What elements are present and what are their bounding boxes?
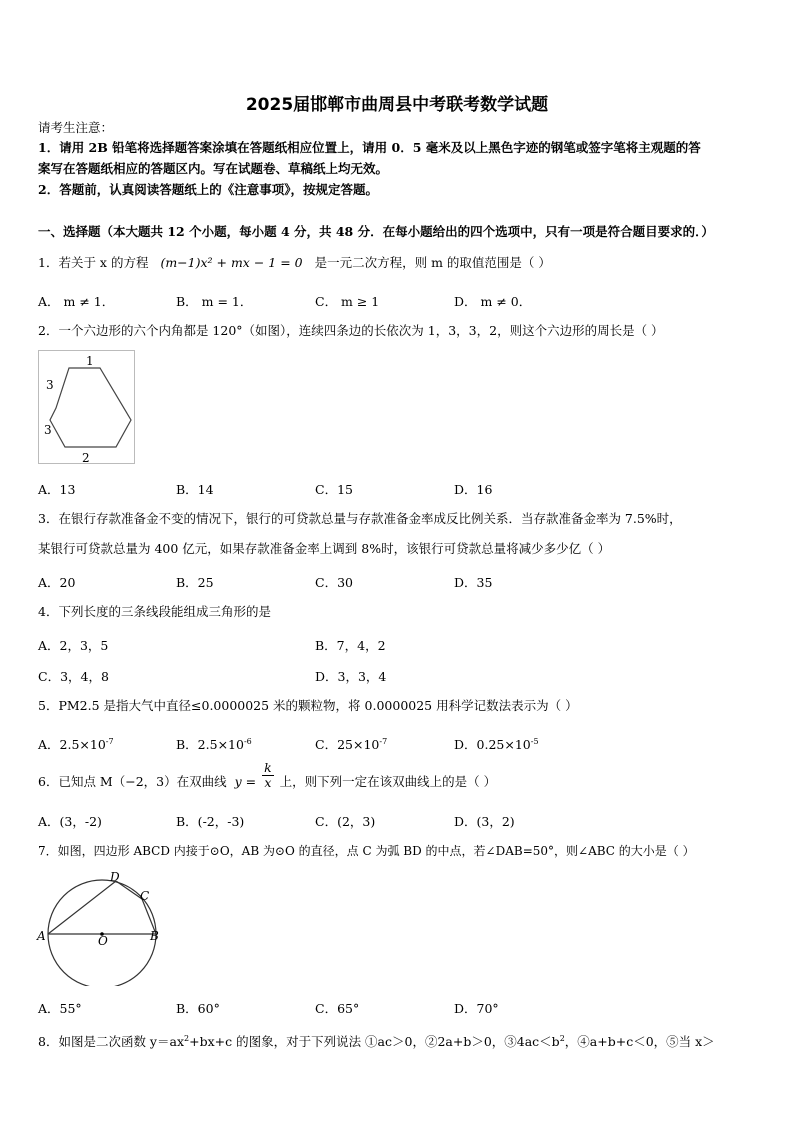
q8-sup2: 2: [559, 1034, 565, 1043]
hexagon-label-top: 1: [86, 354, 94, 368]
q5-option-c[interactable]: [315, 735, 387, 753]
q6-numerator: k: [264, 760, 272, 775]
notice-item-1b: 案写在答题纸相应的答题区内。写在试题卷、草稿纸上均无效。: [38, 161, 389, 176]
q2-option-b[interactable]: B．14: [176, 482, 214, 497]
label-b: B: [150, 929, 159, 943]
q3-option-c[interactable]: C．30: [315, 575, 353, 590]
page-title: 2025届邯郸市曲周县中考联考数学试题: [245, 95, 549, 115]
hexagon-label-lower-left: 3: [44, 423, 52, 437]
notice-item-2: 2．答题前，认真阅读答题纸上的《注意事项》，按规定答题。: [38, 182, 378, 197]
q8-pre: 8．如图是二次函数 y＝ax: [38, 1034, 184, 1050]
q1-pre: 1．若关于 x 的方程: [38, 255, 149, 270]
q6-denominator: x: [264, 775, 272, 790]
notice-heading: 请考生注意：: [38, 120, 114, 135]
q6-fraction: [262, 761, 274, 790]
question-5: 5．PM2.5 是指大气中直径≤0.0000025 米的颗粒物，将 0.0000025 用科学记数法表示为（ ）: [38, 698, 578, 713]
q5-a-exp: -7: [105, 736, 114, 746]
q5-option-d[interactable]: [454, 735, 539, 753]
q2-option-a[interactable]: A．13: [38, 482, 76, 497]
q3-option-d[interactable]: D．35: [454, 575, 493, 590]
hexagon-label-bottom: 2: [82, 451, 90, 465]
q5-d-base: D．0.25×10: [454, 737, 531, 752]
question-4: 4．下列长度的三条线段能组成三角形的是: [38, 604, 271, 619]
q7-option-b[interactable]: B．60°: [176, 1001, 220, 1016]
circle-figure: [34, 868, 164, 986]
q8-sup: 2: [184, 1034, 190, 1043]
q2-option-d[interactable]: D．16: [454, 482, 493, 497]
q1-post: 是一元二次方程，则 m 的取值范围是（ ）: [314, 255, 551, 270]
label-c: C: [140, 889, 150, 903]
q6-pre: 6．已知点 M（−2，3）在双曲线: [38, 774, 227, 789]
question-1: [38, 255, 551, 271]
q6-post: 上，则下列一定在该双曲线上的是（ ）: [279, 774, 497, 789]
question-8: [38, 1031, 715, 1050]
q4-option-b[interactable]: B．7，4，2: [315, 638, 386, 653]
q6-option-b[interactable]: B．(-2，-3): [176, 814, 245, 829]
hexagon-label-upper-left: 3: [46, 378, 54, 392]
q1-option-d[interactable]: D． m ≠ 0．: [454, 294, 532, 309]
q6-option-a[interactable]: A．(3，-2): [38, 814, 102, 829]
q6-eq-lhs: y =: [234, 774, 257, 789]
q5-c-exp: -7: [379, 736, 388, 746]
question-2: 2．一个六边形的六个内角都是 120°（如图），连续四条边的长依次为 1，3，3，2，则这个六边形的周长是（ ）: [38, 323, 664, 338]
q6-option-c[interactable]: C．(2，3): [315, 814, 376, 829]
chord-ad: [48, 881, 116, 934]
q4-option-c[interactable]: C．3，4，8: [38, 669, 109, 684]
q3-option-b[interactable]: B．25: [176, 575, 214, 590]
q1-option-a[interactable]: A． m ≠ 1．: [38, 294, 115, 309]
q1-option-b[interactable]: B． m = 1．: [176, 294, 253, 309]
q6-option-d[interactable]: D．(3，2): [454, 814, 515, 829]
label-a: A: [37, 929, 46, 943]
chord-dc: [116, 881, 142, 899]
q4-option-d[interactable]: D．3，3，4: [315, 669, 387, 684]
q5-a-base: A．2.5×10: [38, 737, 106, 752]
q5-d-exp: -5: [530, 736, 539, 746]
q7-option-d[interactable]: D．70°: [454, 1001, 499, 1016]
q7-option-c[interactable]: C．65°: [315, 1001, 360, 1016]
q4-option-a[interactable]: A．2，3，5: [38, 638, 109, 653]
question-3-line-2: 某银行可贷款总量为 400 亿元，如果存款准备金率上调到 8%时，该银行可贷款总量将减少多少亿（ ）: [38, 541, 611, 556]
label-d: D: [110, 870, 120, 884]
label-o: O: [98, 934, 108, 948]
question-6: [38, 760, 497, 790]
q5-option-b[interactable]: [176, 735, 252, 753]
notice-item-1a: 1．请用 2B 铅笔将选择题答案涂填在答题纸相应位置上，请用 0．5 毫米及以上黑色字迹的钢笔或签字笔将主观题的答: [38, 140, 701, 155]
hexagon-figure: [38, 350, 136, 468]
q1-option-c[interactable]: C． m ≥ 1: [315, 294, 380, 309]
question-7: 7．如图，四边形 ABCD 内接于⊙O，AB 为⊙O 的直径，点 C 为弧 BD 的中点，若∠DAB=50°，则∠ABC 的大小是（ ）: [38, 844, 695, 858]
q5-b-exp: -6: [243, 736, 252, 746]
question-3-line-1: 3．在银行存款准备金不变的情况下，银行的可贷款总量与存款准备金率成反比例关系．当存款准备金率为 7.5%时，: [38, 511, 682, 526]
q7-option-a[interactable]: A．55°: [38, 1001, 82, 1016]
q5-option-a[interactable]: [38, 735, 114, 753]
q5-b-base: B．2.5×10: [176, 737, 244, 752]
q8-post: ，④a+b+c＜0，⑤当 x＞: [564, 1034, 715, 1050]
q3-option-a[interactable]: A．20: [38, 575, 76, 590]
hexagon-shape: [50, 368, 131, 447]
q1-equation: (m−1)x² + mx − 1 = 0: [160, 255, 303, 270]
q2-option-c[interactable]: C．15: [315, 482, 353, 497]
q8-mid: +bx+c 的图象，对于下列说法 ①ac＞0，②2a+b＞0，③4ac＜b: [189, 1034, 560, 1050]
section-heading: 一、选择题（本大题共 12 个小题，每小题 4 分，共 48 分．在每小题给出的四个选项中，只有一项是符合题目要求的．）: [38, 224, 714, 239]
q5-c-base: C．25×10: [315, 737, 380, 752]
